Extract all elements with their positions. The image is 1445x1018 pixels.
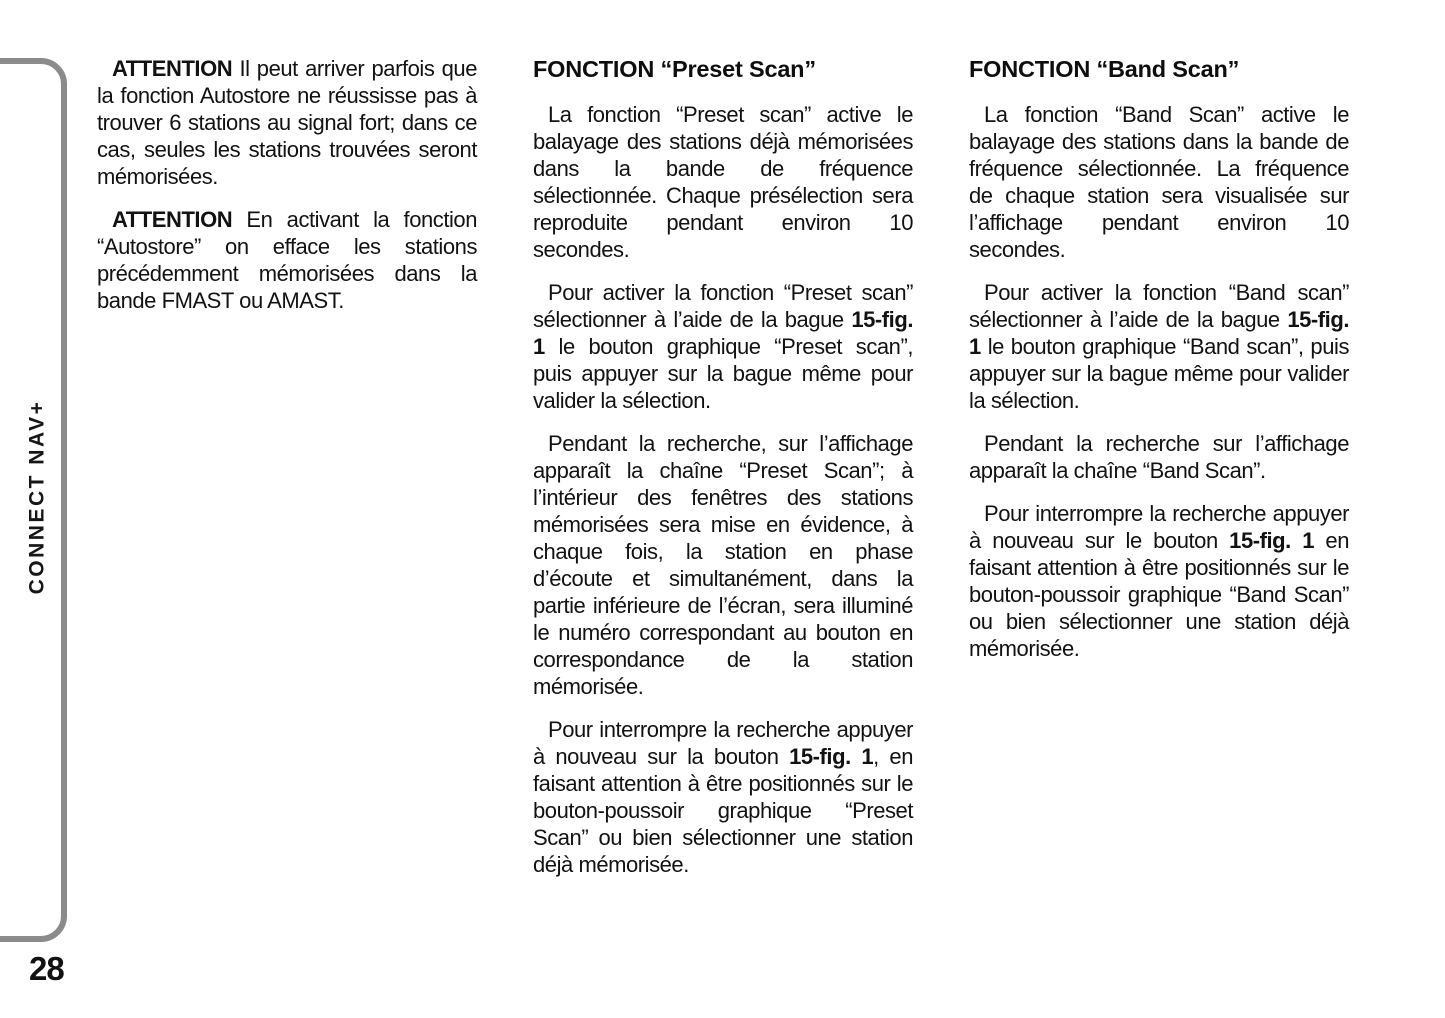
- text-column-2: [533, 55, 913, 894]
- body-text: En activant la fonction “Autostore” on efface les stations précédemment mémorisées dans la bande FMAST ou AMAST.: [97, 207, 477, 313]
- body-text: , en faisant attention à être positionnés sur le bouton-poussoir graphique “Preset Scan” ou bien sélectionner une station déjà mémorisée.: [533, 744, 913, 877]
- bold-text: 15-fig. 1: [789, 744, 874, 769]
- paragraph: [533, 430, 913, 700]
- body-text: Pendant la recherche, sur l’affichage apparaît la chaîne “Preset Scan”; à l’intérieur des fenêtres des stations mémorisées sera mise en évidence, à chaque fois, la station en phase d’écoute et simultanément, dans la partie inférieure de l’écran, sera illuminé le numéro correspondant au bouton en correspondance de la station mémorisée.: [533, 431, 913, 699]
- body-text: le bouton graphique “Band scan”, puis appuyer sur la bague même pour valider la sélection.: [969, 334, 1349, 413]
- body-text: La fonction “Band Scan” active le balayage des stations dans la bande de fréquence sélectionnée. La fréquence de chaque station sera visualisée sur l’affichage pendant environ 10 secondes.: [969, 102, 1349, 262]
- bold-text: ATTENTION: [112, 56, 233, 81]
- sidebar-frame: [0, 58, 67, 942]
- body-text: le bouton graphique “Preset scan”, puis appuyer sur la bague même pour valider la sélection.: [533, 334, 913, 413]
- paragraph: [969, 430, 1349, 484]
- paragraph: [969, 101, 1349, 263]
- body-text: Pour interrompre la recherche appuyer à nouveau sur la bouton: [533, 717, 913, 769]
- body-text: Il peut arriver parfois que la fonction Autostore ne réussisse pas à trouver 6 stations au signal fort; dans ce cas, seules les stations trouvées seront mémorisées.: [97, 56, 477, 189]
- text-column-3: [969, 55, 1349, 894]
- paragraph: [969, 279, 1349, 414]
- content-columns: [97, 55, 1349, 894]
- body-text: Pour interrompre la recherche appuyer à nouveau sur le bouton: [969, 501, 1349, 553]
- section-heading: FONCTION “Band Scan”: [969, 56, 1240, 82]
- bold-text: 15-fig. 1: [1229, 528, 1314, 553]
- body-text: Pour activer la fonction “Preset scan” sélectionner à l’aide de la bague: [533, 280, 913, 332]
- page-number: 28: [29, 950, 64, 987]
- bold-text: 15-fig. 1: [533, 307, 913, 359]
- body-text: Pour activer la fonction “Band scan” sélectionner à l’aide de la bague: [969, 280, 1349, 332]
- paragraph: [533, 716, 913, 878]
- body-text: La fonction “Preset scan” active le balayage des stations déjà mémorisées dans la bande de fréquence sélectionnée. Chaque présélection sera reproduite pendant environ 10 secondes.: [533, 102, 913, 262]
- paragraph: [97, 55, 477, 190]
- paragraph: [533, 101, 913, 263]
- paragraph: [97, 206, 477, 314]
- paragraph: [533, 279, 913, 414]
- text-column-1: [97, 55, 477, 894]
- body-text: en faisant attention à être positionnés sur le bouton-poussoir graphique “Band Scan” ou bien sélectionner une station déjà mémorisée.: [969, 528, 1349, 661]
- bold-text: ATTENTION: [112, 207, 233, 232]
- sidebar-section-label: CONNECT NAV+: [25, 399, 48, 595]
- paragraph: [969, 500, 1349, 662]
- bold-text: 15-fig. 1: [969, 307, 1349, 359]
- section-heading: FONCTION “Preset Scan”: [533, 56, 816, 82]
- body-text: Pendant la recherche sur l’affichage apparaît la chaîne “Band Scan”.: [969, 431, 1349, 483]
